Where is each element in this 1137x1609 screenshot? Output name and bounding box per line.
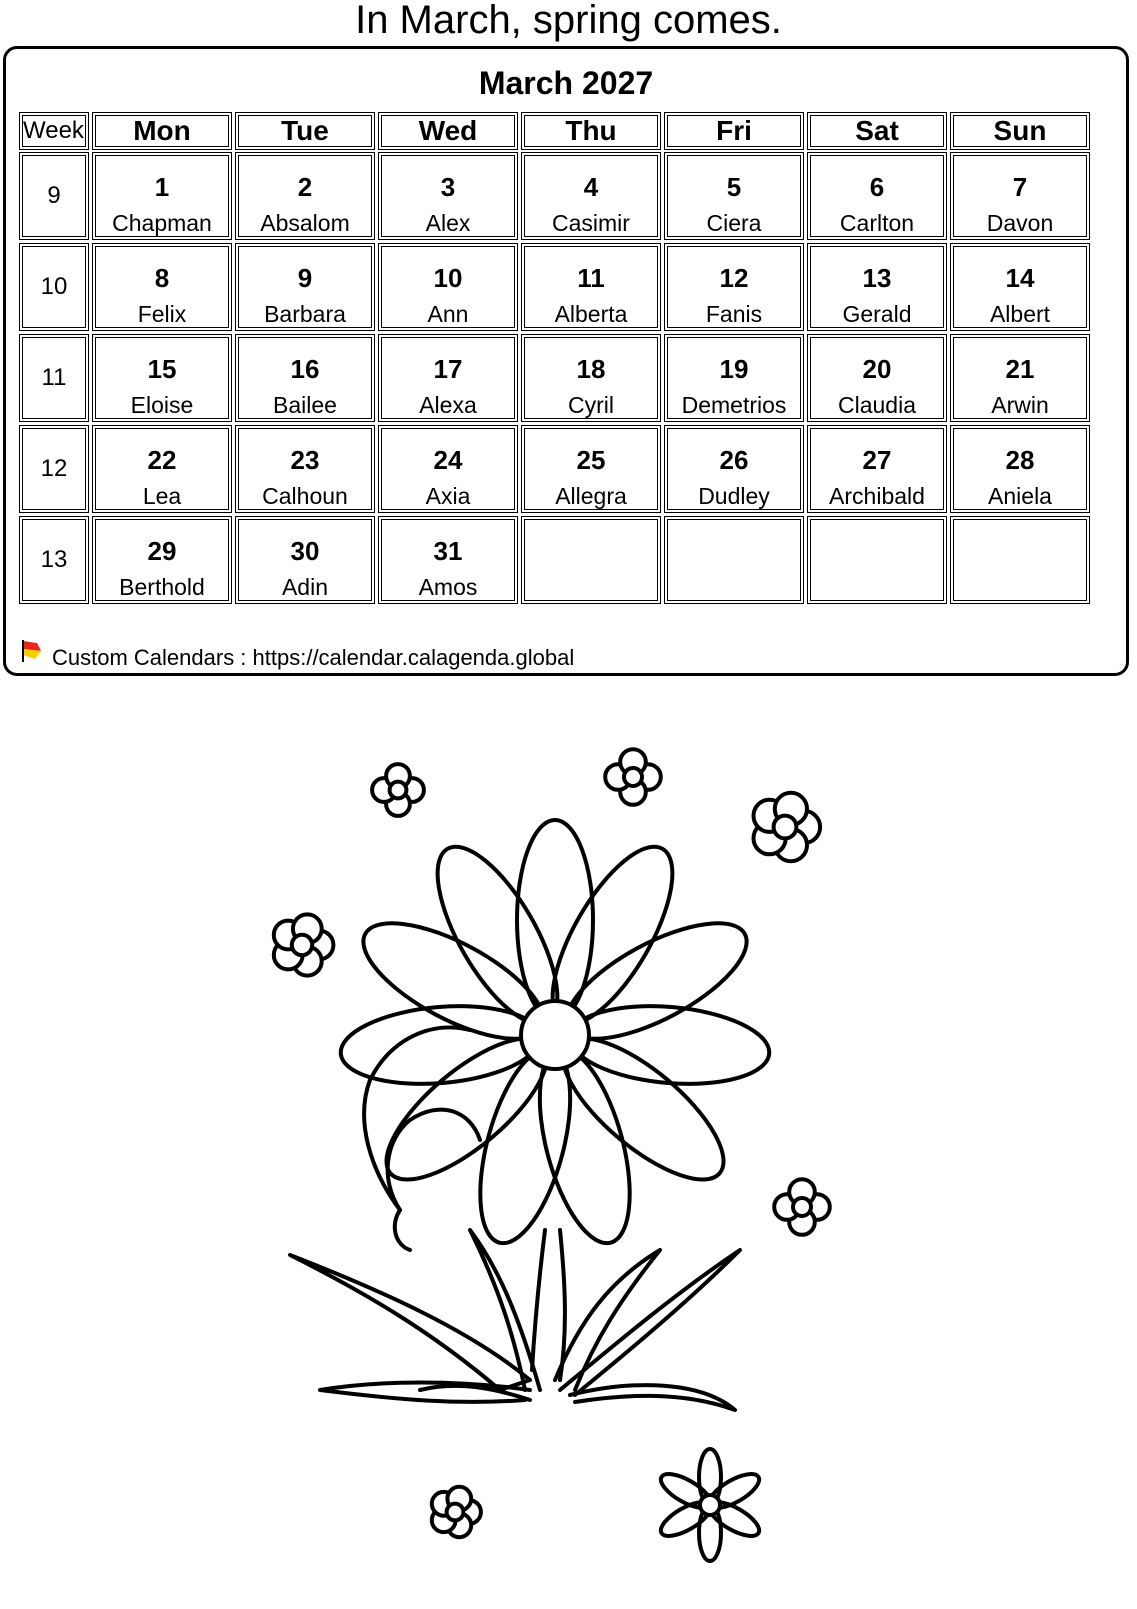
day-nameday: Adin [281,574,329,600]
day-nameday: Alexa [419,392,477,418]
day-nameday: Ann [427,301,469,327]
day-number: 20 [862,354,892,384]
day-cell [664,425,804,513]
day-nameday: Barbara [264,301,346,327]
day-nameday: Davon [986,210,1054,236]
week-number: 11 [19,334,89,422]
day-number: 18 [576,354,606,384]
calendar-frame [3,46,1129,676]
day-number: 27 [862,445,892,475]
day-number: 4 [583,172,599,202]
small-flower-drawing [432,1487,481,1537]
small-flower-drawing [274,914,334,975]
day-nameday: Gerald [842,301,912,327]
day-number: 3 [440,172,456,202]
day-cell [664,516,804,604]
day-nameday: Absalom [260,210,350,236]
day-nameday: Eloise [130,392,194,418]
page-headline: In March, spring comes. [355,0,782,42]
calendar-title: March 2027 [478,65,654,101]
day-number: 22 [147,445,177,475]
day-cell [92,243,232,331]
day-number: 19 [719,354,749,384]
big-flower-drawing [290,820,772,1410]
weekday-header: Wed [378,112,518,150]
day-nameday: Archibald [829,483,925,509]
day-cell [664,334,804,422]
weekday-header: Fri [664,112,804,150]
day-number: 12 [719,263,749,293]
day-cell [235,516,375,604]
day-number: 9 [297,263,313,293]
day-nameday: Calhoun [262,483,348,509]
day-nameday: Fanis [705,301,763,327]
day-nameday: Alex [425,210,471,236]
day-number: 26 [719,445,749,475]
week-number: 12 [19,425,89,513]
day-cell [664,243,804,331]
day-nameday: Dudley [698,483,770,509]
day-number: 31 [433,536,463,566]
weekday-header: Sat [807,112,947,150]
day-nameday: Ciera [706,210,762,236]
day-cell [378,334,518,422]
day-number: 28 [1005,445,1035,475]
day-number: 14 [1005,263,1035,293]
day-cell [521,334,661,422]
day-number: 25 [576,445,606,475]
weekday-header: Thu [521,112,661,150]
day-cell [950,425,1090,513]
day-cell [235,425,375,513]
day-number: 11 [577,263,605,293]
day-cell [950,152,1090,240]
day-number: 6 [869,172,885,202]
small-flower-drawing [656,1449,764,1561]
day-cell [807,516,947,604]
day-cell [235,243,375,331]
day-number: 10 [433,263,463,293]
day-cell [378,425,518,513]
week-number: 13 [19,516,89,604]
day-nameday: Demetrios [681,392,787,418]
day-number: 15 [147,354,177,384]
day-nameday: Alberta [554,301,628,327]
day-nameday: Bailee [273,392,337,418]
day-cell [521,152,661,240]
calendar-footer: Custom Calendars : https://calendar.calagenda.global [52,645,575,670]
day-cell [521,425,661,513]
day-nameday: Chapman [112,210,212,236]
flower-coloring-illustration [0,690,1137,1609]
day-nameday: Cyril [568,392,614,418]
weekday-header: Tue [235,112,375,150]
day-cell [92,516,232,604]
day-cell [92,334,232,422]
day-cell [521,243,661,331]
day-number: 7 [1012,172,1028,202]
small-flower-drawing [605,749,661,805]
day-number: 1 [154,172,170,202]
week-number: 9 [19,152,89,240]
day-nameday: Axia [425,483,471,509]
small-flower-drawing [372,764,424,816]
day-number: 5 [726,172,742,202]
day-number: 8 [154,263,170,293]
small-flower-drawing [774,1179,830,1235]
day-nameday: Claudia [838,392,916,418]
day-nameday: Casimir [552,210,630,236]
day-cell [807,152,947,240]
weekday-header: Sun [950,112,1090,150]
day-cell [807,334,947,422]
day-nameday: Lea [142,483,182,509]
day-cell [235,334,375,422]
day-number: 2 [297,172,313,202]
day-number: 17 [433,354,463,384]
day-nameday: Berthold [119,574,205,600]
day-number: 13 [862,263,892,293]
day-number: 16 [290,354,320,384]
day-number: 24 [433,445,463,475]
day-cell [378,516,518,604]
weekday-header: Mon [92,112,232,150]
day-cell [664,152,804,240]
day-nameday: Felix [137,301,187,327]
day-cell [378,243,518,331]
day-cell [807,425,947,513]
day-nameday: Arwin [991,392,1049,418]
day-nameday: Allegra [555,483,627,509]
day-cell [92,425,232,513]
day-nameday: Amos [418,574,478,600]
day-number: 29 [147,536,177,566]
day-number: 23 [290,445,320,475]
day-cell [235,152,375,240]
day-nameday: Carlton [839,210,915,236]
day-number: 30 [290,536,320,566]
calagenda-logo-icon [21,639,43,663]
day-nameday: Albert [989,301,1051,327]
day-cell [950,334,1090,422]
week-column-header: Week [19,112,89,150]
small-flower-drawing [754,793,821,861]
week-number: 10 [19,243,89,331]
day-cell [378,152,518,240]
day-nameday: Aniela [988,483,1052,509]
day-cell [521,516,661,604]
day-cell [950,516,1090,604]
day-cell [92,152,232,240]
day-cell [950,243,1090,331]
day-number: 21 [1005,354,1035,384]
day-cell [807,243,947,331]
